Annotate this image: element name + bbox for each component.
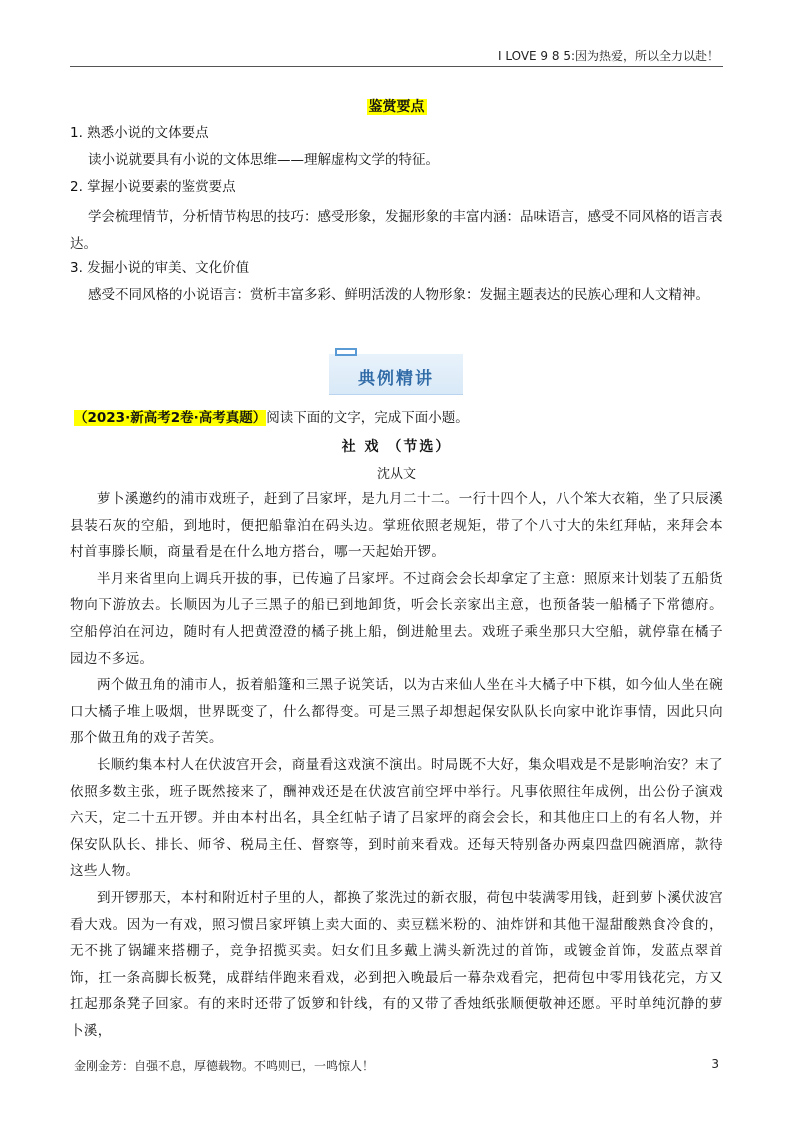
example-source: （2023·新高考2卷·高考真题） (74, 410, 267, 426)
passage-author: 沈从文 (376, 467, 416, 482)
item-heading-2: 2. 掌握小说要素的鉴赏要点 (70, 179, 236, 195)
passage-paragraph: 到开锣那天，本村和附近村子里的人，都换了浆洗过的新衣服，荷包中装满零用钱，赶到萝卜溪伏波宫看大戏。因为一有戏，照习惯吕家坪镇上卖大面的、卖豆糕米粉的、油炸饼和其他干湿甜酸熟食冷食的，无不挑了锅罐来搭棚子，竞争招揽买卖。妇女们且多戴上满头新洗过的首饰，或镀金首饰，发蓝点翠首饰，扛一条高脚长板凳，成群结伴跑来看戏，必到把入晚最后一幕杂戏看完，把荷包中零用钱花完，方又扛起那条凳子回家。有的来时还带了饭箩和针线，有的又带了香烛纸张顺便敬神还愿。平时单纯沉静的萝卜溪， (70, 889, 723, 1039)
footer-motto: 金刚金芳：自强不息，厚德载物。不鸣则已，一鸣惊人！ (74, 1059, 375, 1073)
header-divider (70, 66, 723, 67)
header-text: I LOVE 9 8 5:因为热爱，所以全力以赴！ (497, 49, 719, 63)
banner-tab-icon (335, 348, 357, 356)
passage-body (70, 486, 723, 1044)
example-instruction: 阅读下面的文字，完成下面小题。 (266, 410, 469, 426)
section-title: 鉴赏要点 (368, 99, 425, 115)
passage-paragraph: 长顺约集本村人在伏波宫开会，商量看这戏演不演出。时局既不大好，集众唱戏是不是影响治安？末了依照多数主张，班子既然接来了，酬神戏还是在伏波宫前空坪中举行。凡事依照往年成例，出公份子演戏六天，定二十五开锣。并由本村出名，具全红帖子请了吕家坪的商会会长，和其他庄口上的有名人物，并保安队队长、排长、师爷、税局主任、督察等，到时前来看戏。还每天特别备办两桌四盘四碗酒席，款待这些人物。 (70, 756, 723, 880)
passage-title: 社 戏 （节选） (341, 439, 452, 455)
item-text-2: 学会梳理情节，分析情节构思的技巧：感受形象，发掘形象的丰富内涵：品味语言，感受不同风格的语言表达。 (70, 209, 723, 252)
passage-paragraph: 半月来省里向上调兵开拔的事，已传遍了吕家坪。不过商会会长却拿定了主意：照原来计划装了五船货物向下游放去。长顺因为儿子三黑子的船已到地卸货，听会长亲家出主意，也预备装一船橘子下常德府。空船停泊在河边，随时有人把黄澄澄的橘子挑上船，倒进舱里去。戏班子乘坐那只大空船，就停靠在橘子园边不多远。 (70, 570, 723, 667)
passage-paragraph: 两个做丑角的浦市人，扳着船篷和三黑子说笑话，以为古来仙人坐在斗大橘子中下棋，如今仙人坐在碗口大橘子堆上吸烟，世界既变了，什么都得变。可是三黑子却想起保安队队长向家中讹诈事情，因此只向那个做丑角的戏子苦笑。 (70, 677, 723, 747)
item-text-3: 感受不同风格的小说语言：赏析丰富多彩、鲜明活泼的人物形象：发掘主题表达的民族心理和人文精神。 (88, 287, 709, 303)
passage-paragraph: 萝卜溪邀约的浦市戏班子，赶到了吕家坪，是九月二十二。一行十四个人，八个笨大衣箱，坐了只辰溪县装石灰的空船，到地时，便把船靠泊在码头边。掌班依照老规矩，带了个八寸大的朱红拜帖，来拜会本村首事滕长顺，商量看是在什么地方搭台，哪一天起始开锣。 (70, 491, 723, 561)
example-banner (329, 354, 463, 395)
item-heading-3: 3. 发掘小说的审美、文化价值 (70, 260, 250, 276)
banner-label: 典例精讲 (358, 369, 434, 389)
item-heading-1: 1. 熟悉小说的文体要点 (70, 125, 209, 141)
example-lead (74, 408, 469, 428)
page-number: 3 (711, 1057, 719, 1071)
item-text-1: 读小说就要具有小说的文体思维——理解虚构文学的特征。 (88, 152, 439, 168)
